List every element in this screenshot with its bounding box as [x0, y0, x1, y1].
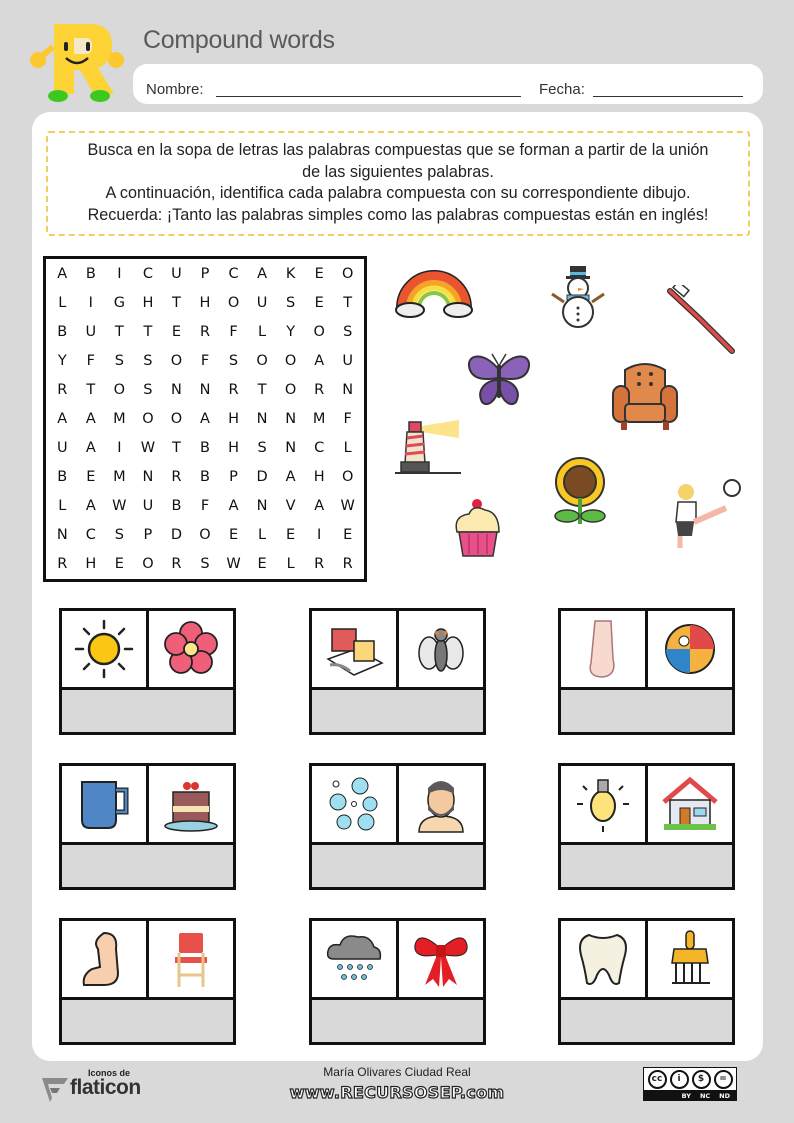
- grid-letter[interactable]: I: [88, 294, 93, 311]
- grid-letter[interactable]: P: [200, 265, 210, 282]
- answer-field[interactable]: [312, 842, 483, 887]
- instruction-line: A continuación, identifica cada palabra compuesta con su correspondiente dibujo.: [105, 184, 691, 202]
- grid-letter[interactable]: Y: [286, 323, 296, 340]
- compound-word-card: [59, 763, 236, 890]
- snowman-icon: [548, 264, 608, 330]
- light-bulb-icon: [561, 766, 648, 842]
- grid-letter[interactable]: L: [286, 556, 295, 573]
- grid-letter[interactable]: A: [85, 498, 96, 515]
- license-nd: ND: [719, 1092, 730, 1100]
- instruction-line: de las siguientes palabras.: [302, 162, 494, 181]
- grid-letter[interactable]: O: [227, 294, 240, 311]
- grid-letter[interactable]: U: [342, 352, 354, 369]
- grid-letter[interactable]: S: [257, 440, 267, 457]
- page-title: Compound words: [143, 26, 335, 54]
- cake-icon: [149, 766, 233, 842]
- ball-icon: [648, 611, 732, 687]
- instruction-line: Recuerda: ¡Tanto las palabras simples como las palabras compuestas están en inglés!: [87, 205, 709, 224]
- grid-letter[interactable]: P: [229, 469, 238, 486]
- compound-word-card: [558, 763, 735, 890]
- grid-letter[interactable]: A: [285, 469, 296, 486]
- grid-letter[interactable]: V: [285, 498, 296, 515]
- name-field[interactable]: [216, 96, 521, 97]
- attribution-icon: i: [670, 1070, 689, 1089]
- cc-license-badge[interactable]: [643, 1067, 737, 1101]
- grid-letter[interactable]: E: [171, 323, 182, 340]
- name-label: Nombre:: [146, 81, 204, 98]
- grid-letter[interactable]: G: [113, 294, 125, 311]
- grid-letter[interactable]: R: [57, 381, 68, 398]
- tooth-icon: [561, 921, 648, 997]
- bow-icon: [399, 921, 483, 997]
- grid-letter[interactable]: U: [142, 498, 154, 515]
- grid-letter[interactable]: U: [256, 294, 268, 311]
- grid-letter[interactable]: H: [228, 440, 239, 457]
- grid-letter[interactable]: P: [143, 527, 153, 544]
- grid-letter[interactable]: T: [86, 381, 96, 398]
- flower-icon: [149, 611, 233, 687]
- instruction-line: Busca en la sopa de letras las palabras compuestas que se forman a partir de la unión: [87, 141, 709, 159]
- sunflower-icon: [551, 456, 609, 526]
- grid-letter[interactable]: M: [113, 469, 126, 486]
- grid-letter[interactable]: R: [57, 556, 68, 573]
- grid-letter[interactable]: E: [314, 265, 324, 282]
- grid-letter[interactable]: A: [314, 498, 325, 515]
- grid-letter[interactable]: A: [200, 410, 210, 427]
- grid-letter[interactable]: S: [143, 381, 153, 398]
- grid-letter[interactable]: L: [258, 527, 267, 544]
- armchair-icon: [611, 360, 679, 432]
- grid-letter[interactable]: E: [114, 556, 124, 573]
- grid-letter[interactable]: H: [199, 294, 211, 311]
- grid-letter[interactable]: R: [342, 556, 353, 573]
- grid-letter[interactable]: R: [314, 556, 325, 573]
- grid-letter[interactable]: R: [199, 323, 211, 340]
- grid-letter[interactable]: T: [114, 323, 124, 340]
- grid-letter[interactable]: O: [256, 352, 268, 369]
- author-credit: María Olivares Ciudad Real: [323, 1065, 471, 1079]
- lighthouse-icon: [395, 416, 465, 476]
- rainbow-icon: [394, 262, 474, 320]
- grid-letter[interactable]: D: [256, 469, 268, 486]
- grid-letter[interactable]: N: [199, 381, 211, 398]
- grid-letter[interactable]: F: [200, 498, 210, 515]
- grid-letter[interactable]: T: [172, 294, 181, 311]
- compound-word-card: [309, 763, 486, 890]
- answer-field[interactable]: [62, 997, 233, 1042]
- icons-credit-label: Iconos de: [88, 1068, 131, 1078]
- grid-letter[interactable]: A: [57, 410, 68, 427]
- grid-letter[interactable]: S: [114, 352, 124, 369]
- compound-word-card: [309, 918, 486, 1045]
- grid-letter[interactable]: R: [171, 556, 182, 573]
- grid-letter[interactable]: B: [85, 265, 96, 282]
- grid-letter[interactable]: B: [200, 469, 210, 486]
- sun-icon: [62, 611, 149, 687]
- grid-letter[interactable]: O: [342, 469, 354, 486]
- grid-letter[interactable]: R: [171, 469, 182, 486]
- grid-letter[interactable]: O: [170, 352, 183, 369]
- license-nc: NC: [699, 1092, 711, 1100]
- cc-icon: cc: [648, 1070, 667, 1089]
- grid-letter[interactable]: A: [257, 265, 268, 282]
- noderivs-icon: =: [714, 1070, 733, 1089]
- grid-letter[interactable]: I: [117, 440, 122, 457]
- grid-letter[interactable]: H: [142, 294, 154, 311]
- grid-letter[interactable]: F: [86, 352, 95, 369]
- grid-letter[interactable]: W: [340, 498, 355, 515]
- compound-word-card: [309, 608, 486, 735]
- grid-letter[interactable]: O: [113, 381, 126, 398]
- snow-icon: [312, 766, 399, 842]
- butterfly-icon: [464, 350, 534, 410]
- butter-icon: [312, 611, 399, 687]
- grid-letter[interactable]: R: [314, 381, 325, 398]
- man-icon: [399, 766, 483, 842]
- recursosep-logo: [28, 20, 128, 102]
- grid-letter[interactable]: N: [142, 469, 154, 486]
- website-link[interactable]: www.RECURSOSEP.com: [289, 1083, 505, 1102]
- grid-letter[interactable]: A: [228, 498, 239, 515]
- grid-letter[interactable]: S: [143, 352, 153, 369]
- grid-letter[interactable]: C: [142, 265, 153, 282]
- grid-letter[interactable]: E: [86, 469, 96, 486]
- grid-letter[interactable]: F: [229, 323, 238, 340]
- grid-letter[interactable]: L: [58, 498, 67, 515]
- grid-letter[interactable]: O: [142, 410, 154, 427]
- answer-field[interactable]: [62, 687, 233, 732]
- answer-field[interactable]: [312, 687, 483, 732]
- grid-letter[interactable]: H: [228, 410, 239, 427]
- grid-letter[interactable]: O: [170, 410, 183, 427]
- grid-letter[interactable]: R: [228, 381, 239, 398]
- grid-letter[interactable]: E: [343, 527, 353, 544]
- grid-letter[interactable]: S: [200, 556, 210, 573]
- grid-letter[interactable]: T: [343, 294, 353, 311]
- grid-letter[interactable]: B: [57, 469, 68, 486]
- grid-letter[interactable]: O: [284, 381, 297, 398]
- grid-letter[interactable]: T: [143, 323, 153, 340]
- instructions-box: [46, 131, 750, 236]
- grid-letter[interactable]: U: [56, 440, 68, 457]
- grid-letter[interactable]: E: [257, 556, 267, 573]
- answer-field[interactable]: [62, 842, 233, 887]
- grid-letter[interactable]: T: [172, 440, 181, 457]
- grid-letter[interactable]: O: [142, 556, 154, 573]
- football-player-icon: [664, 478, 742, 550]
- grid-letter[interactable]: N: [342, 381, 354, 398]
- grid-letter[interactable]: C: [228, 265, 239, 282]
- house-icon: [648, 766, 732, 842]
- grid-letter[interactable]: Y: [57, 352, 67, 369]
- grid-letter[interactable]: L: [343, 440, 352, 457]
- flaticon-brand: flaticon: [70, 1076, 141, 1099]
- grid-letter[interactable]: N: [256, 410, 268, 427]
- grid-letter[interactable]: E: [228, 527, 239, 544]
- grid-letter[interactable]: U: [85, 323, 97, 340]
- grid-letter[interactable]: B: [57, 323, 68, 340]
- grid-letter[interactable]: F: [343, 410, 352, 427]
- grid-letter[interactable]: L: [58, 294, 67, 311]
- grid-letter[interactable]: B: [200, 440, 210, 457]
- grid-letter[interactable]: N: [285, 410, 297, 427]
- grid-letter[interactable]: E: [314, 294, 324, 311]
- grid-letter[interactable]: I: [317, 527, 322, 544]
- grid-letter[interactable]: K: [285, 265, 296, 282]
- grid-letter[interactable]: A: [85, 410, 96, 427]
- answer-field[interactable]: [561, 687, 732, 732]
- grid-letter[interactable]: H: [85, 556, 97, 573]
- answer-field[interactable]: [561, 842, 732, 887]
- grid-letter[interactable]: S: [343, 323, 353, 340]
- cupcake-icon: [453, 496, 503, 558]
- grid-letter[interactable]: L: [258, 323, 267, 340]
- grid-letter[interactable]: F: [200, 352, 210, 369]
- name-date-bar: [133, 64, 763, 104]
- grid-letter[interactable]: T: [257, 381, 267, 398]
- grid-letter[interactable]: O: [313, 323, 325, 340]
- grid-letter[interactable]: W: [226, 556, 241, 573]
- compound-word-card: [59, 608, 236, 735]
- fly-icon: [399, 611, 483, 687]
- arm-icon: [62, 921, 149, 997]
- date-field[interactable]: [593, 96, 743, 97]
- rain-cloud-icon: [312, 921, 399, 997]
- grid-letter[interactable]: M: [312, 410, 326, 427]
- grid-letter[interactable]: W: [112, 498, 127, 515]
- grid-letter[interactable]: A: [57, 265, 68, 282]
- grid-letter[interactable]: I: [117, 265, 122, 282]
- grid-letter[interactable]: O: [342, 265, 354, 282]
- toothbrush-icon: [666, 285, 736, 355]
- grid-letter[interactable]: C: [85, 527, 96, 544]
- grid-letter[interactable]: N: [56, 527, 68, 544]
- grid-letter[interactable]: A: [85, 440, 96, 457]
- grid-letter[interactable]: S: [114, 527, 124, 544]
- grid-letter[interactable]: A: [314, 352, 325, 369]
- grid-letter[interactable]: S: [228, 352, 239, 369]
- grid-letter[interactable]: H: [313, 469, 325, 486]
- grid-letter[interactable]: C: [314, 440, 325, 457]
- grid-letter[interactable]: O: [199, 527, 211, 544]
- grid-letter[interactable]: B: [171, 498, 182, 515]
- grid-letter[interactable]: E: [286, 527, 296, 544]
- answer-field[interactable]: [561, 997, 732, 1042]
- grid-letter[interactable]: S: [286, 294, 296, 311]
- grid-letter[interactable]: M: [113, 410, 126, 427]
- grid-letter[interactable]: W: [140, 440, 156, 457]
- grid-letter[interactable]: N: [256, 498, 268, 515]
- brush-icon: [648, 921, 732, 997]
- grid-letter[interactable]: U: [171, 265, 182, 282]
- foot-icon: [561, 611, 648, 687]
- chair-icon: [149, 921, 233, 997]
- grid-letter[interactable]: D: [170, 527, 183, 544]
- answer-field[interactable]: [312, 997, 483, 1042]
- grid-letter[interactable]: O: [284, 352, 297, 369]
- compound-word-card: [59, 918, 236, 1045]
- compound-word-card: [558, 608, 735, 735]
- date-label: Fecha:: [539, 81, 585, 98]
- compound-word-card: [558, 918, 735, 1045]
- cup-icon: [62, 766, 149, 842]
- noncommercial-icon: $: [692, 1070, 711, 1089]
- word-search-grid[interactable]: [43, 256, 367, 582]
- license-by: BY: [681, 1092, 691, 1100]
- grid-letter[interactable]: N: [285, 440, 297, 457]
- grid-letter[interactable]: N: [171, 381, 182, 398]
